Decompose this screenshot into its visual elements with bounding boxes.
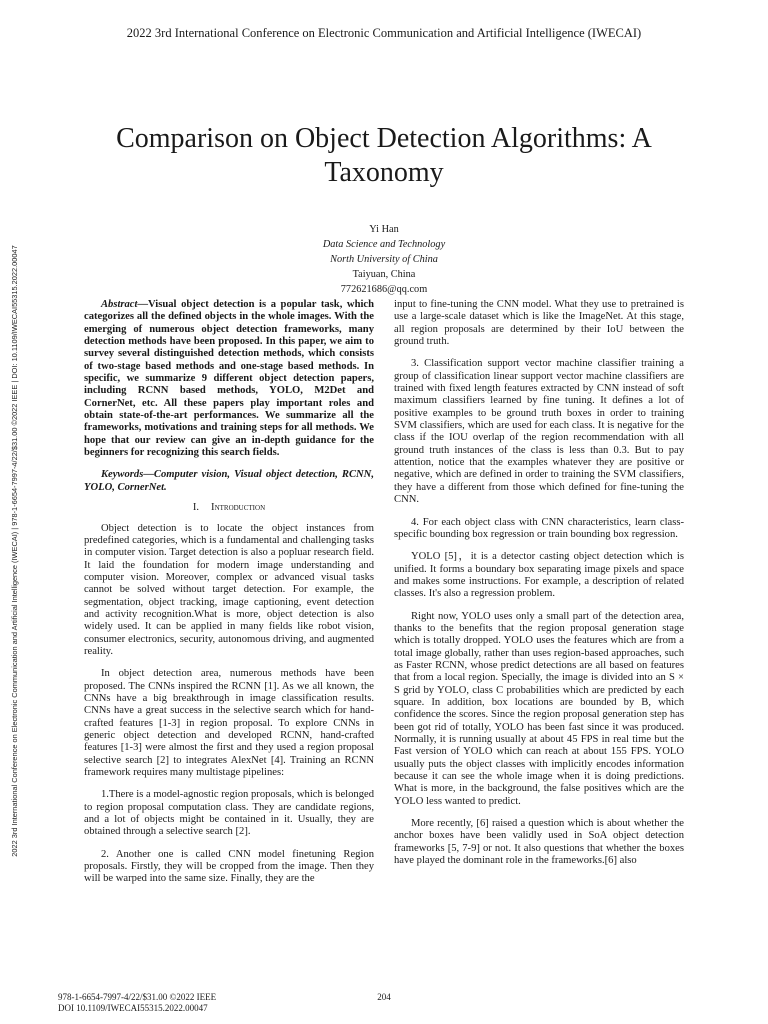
author-department: Data Science and Technology — [322, 239, 446, 250]
body-paragraph: Object detection is to locate the object instances from predefined categories, which is a fundamental and challenging tasks in computer vision. Target detection is also a popluar research field. It laid the foundation for modern image understanding and computer vision. Moreover, complex or advanced visual tasks cannot be solved without target detection. For example, the segmentation, object tracking, image captioning, event detection and activity recognition.What is more, object detection is also widely used. It can be applied in many fields like robot vision, consumer electronics, security, autonomous driving, and augmented reality. — [84, 522, 374, 657]
keywords — [84, 469, 374, 494]
body-paragraph: 3. Classification support vector machine classifier training a group of classification linear support vector machine classifiers are trained with fixed length features extracted by CNN instead of soft maximum classifiers learned by fine tuning. It defines a lot of positive examples to be ground truth boxes in order to training SVM classifiers, which are used for each class. It is negative for the class if the IOU overlap of the region recommendation with all ground truth instances of the class is less than 0.3. But to pay attention, notice that the examples whatever they are positive or negative, which are defined in order to training the SVM classifiers, they have a different from those which defined for fine-tuning the CNN. — [394, 358, 684, 506]
page-number: 204 — [377, 992, 391, 1002]
conference-header: 2022 3rd International Conference on Electronic Communication and Artificial Intelligence (IWECAI) — [126, 26, 642, 40]
author-university: North University of China — [330, 254, 438, 265]
abstract-label: Abstract— — [100, 299, 149, 310]
body-paragraph: 1.There is a model-agnostic region proposals, which is belonged to region proposal computation class. They are candidate regions, and a lot of objects might be contained in it. Usually, they are obtained through a selective search [2]. — [84, 789, 374, 838]
side-copyright-note: 2022 3rd International Conference on Electronic Communication and Artificial Intelligence (IWECAI) | 978-1-6654-7997-4/22/$31.00 ©2022 IEEE | DOI: 10.1109/IWECAI55315.2022.00047 — [10, 245, 19, 857]
body-paragraph: Right now, YOLO uses only a small part of the detection area, thanks to the benefits that the region proposal generation stage which is totally dropped. YOLO uses the features which are from a total image globally, rather than uses region-based approaches, such as Faster RCNN, whose predict detections are all based on features that from a local region. Specially, the image is divided into an S × S grid by YOLO, class C probabilities which are predicted by each square. In addition, box locations are bounded by B, which confidence the scores. Since the region proposal generation step has been got rid of totally, YOLO has been fast since it was produced. Normally, it is running usually at about 45 FPS in real time but the Fast version of YOLO which can reach at about 155 FPS. YOLO usually puts the object classes with implicitly encodes information because it can see the whole image when it is doing predictions. What is more, in the background, the false positives which are the YOLO less wanted to predict. — [394, 610, 684, 807]
keywords-label: Keywords— — [100, 469, 154, 481]
body-paragraph: In object detection area, numerous methods have been proposed. The CNNs inspired the RCNN [1]. As we all known, the CNNs have a big breakthrough in image classification results. CNNs have a great success in the selective search which for hand-crafted features [1-3] in region proposal. To explore CNNs in generic object detection and developed RCNN, hand-crafted features [1-3] were almost the first and they used a region proposal selective search [2] to integrates AlexNet [4]. Training an RCNN framework requires many multistage pipelines: — [84, 668, 374, 779]
body-paragraph: More recently, [6] raised a question which is about whether the anchor boxes have been validly used in SoA object detection frameworks [5, 7-9] or not. It also questions that whether the boxes have played the dominant role in the frameworks.[6] also — [394, 818, 684, 867]
footer-isbn: 978-1-6654-7997-4/22/$31.00 ©2022 IEEE — [58, 992, 217, 1002]
right-column — [394, 299, 684, 877]
author-email[interactable]: 772621686@qq.com — [340, 284, 428, 295]
abstract — [84, 299, 374, 459]
body-paragraph: 2. Another one is called CNN model finetuning Region proposals. Firstly, they will be cropped from the image. Then they will be warped into the same size. Finally, they are the — [84, 848, 374, 885]
section-title: Introduction — [211, 502, 266, 514]
section-heading — [84, 502, 374, 514]
author-block — [0, 222, 768, 297]
section-number: I. — [192, 502, 200, 514]
paper-title: Comparison on Object Detection Algorithms: A Taxonomy — [116, 123, 652, 188]
abstract-text: Visual object detection is a popular task, which categorizes all the defined objects in the whole images. With the emerging of numerous object detection frameworks, many detection methods have been proposed. In this paper, we aim to survey several distinguished detection methods, which consists of two-stage based methods and one-stage based methods. In specific, we summarize 9 different object detection papers, including RCNN based methods, YOLO, M2Det and CornerNet, etc. All these papers play important roles and obtain state-of-the-art performances. We summarize all the frameworks, motivations and training steps for all methods. We hope that our review can give an in-depth guidance for the beginners for recognizing this search fields. — [84, 299, 374, 459]
author-name: Yi Han — [369, 224, 399, 235]
left-column — [84, 299, 374, 896]
keywords-text: Computer vision, Visual object detection, RCNN, YOLO, CornerNet. — [84, 469, 374, 493]
body-paragraph: YOLO [5]，it is a detector casting object detection which is unified. It forms a boundary box separating image pixels and space and makes some instructions. For example, a description of related classes. It's also a regression problem. — [394, 551, 684, 600]
footer-doi: DOI 10.1109/IWECAI55315.2022.00047 — [58, 1003, 208, 1013]
author-location: Taiyuan, China — [352, 269, 416, 280]
body-paragraph: 4. For each object class with CNN characteristics, learn class-specific bounding box regression or train bounding box regression. — [394, 516, 684, 540]
body-paragraph: input to fine-tuning the CNN model. What they use to pretrained is use a large-scale dataset which is like the ImageNet. At this stage, all region proposals are determined by their IoU between the ground truth. — [394, 299, 684, 348]
